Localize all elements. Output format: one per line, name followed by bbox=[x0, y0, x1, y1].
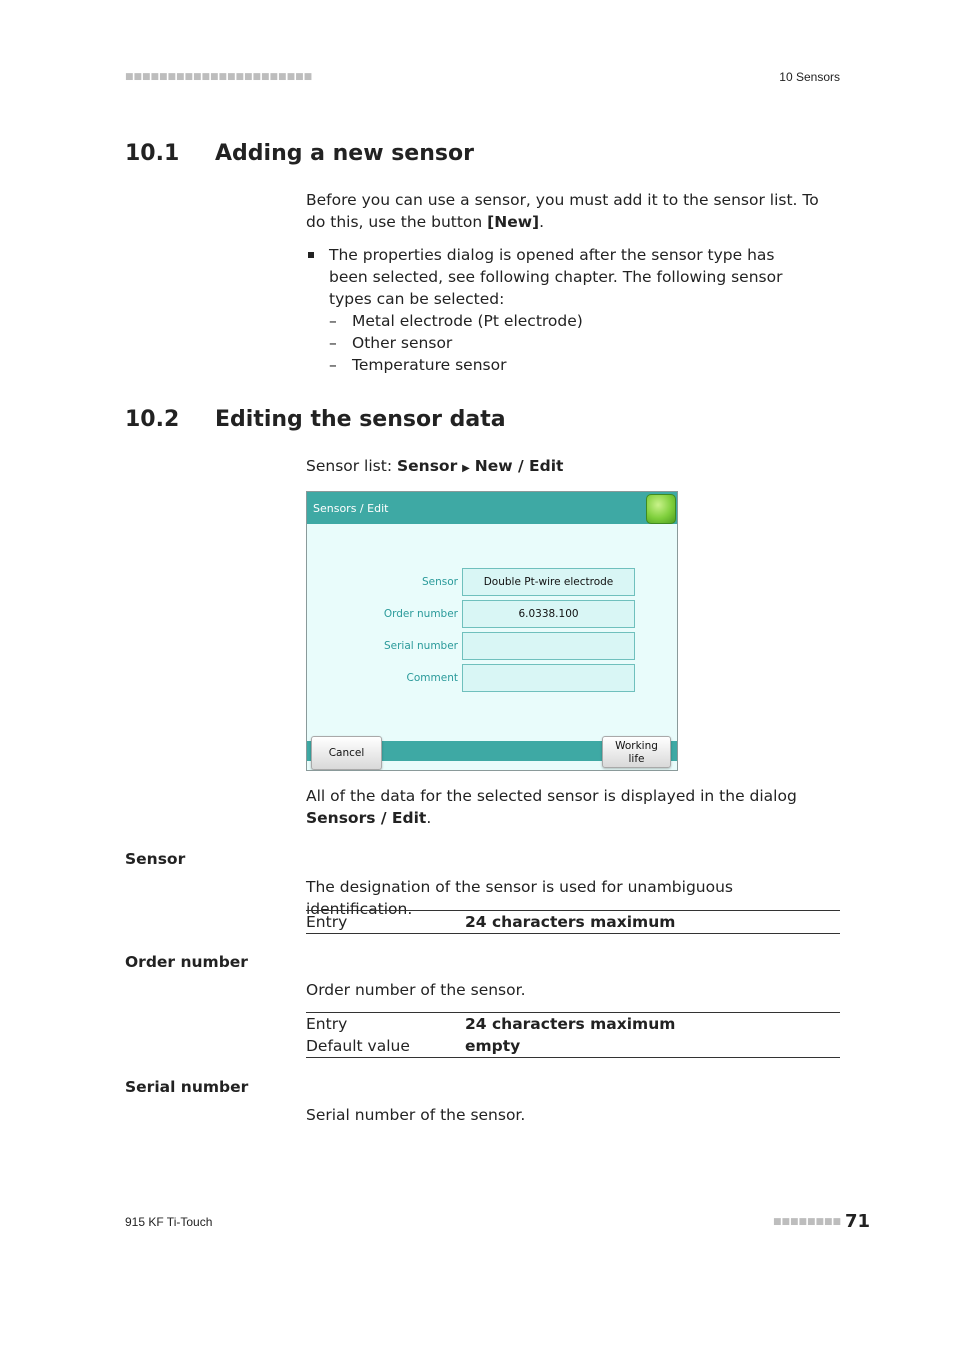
menu-path-arrow-icon: ▶ bbox=[462, 463, 470, 474]
comment-label: Comment bbox=[406, 672, 458, 684]
caption-text: All of the data for the selected sensor is displayed in the dialog bbox=[306, 787, 797, 805]
sensor-type-item: – Metal electrode (Pt electrode) bbox=[306, 310, 806, 332]
device-screenshot bbox=[306, 491, 678, 771]
page-number: 71 bbox=[845, 1211, 871, 1232]
section-title: Adding a new sensor bbox=[215, 141, 474, 166]
property-row bbox=[306, 1013, 840, 1035]
bullet-list bbox=[306, 244, 806, 310]
footer-decoration: ■■■■■■■■ bbox=[773, 1217, 842, 1227]
working-life-label: life bbox=[628, 753, 645, 765]
header-decoration: ■■■■■■■■■■■■■■■■■■■■■■ bbox=[125, 72, 313, 82]
order-number-label: Order number bbox=[383, 608, 458, 620]
sensor-label: Sensor bbox=[422, 576, 458, 588]
property-key: Entry bbox=[306, 913, 348, 931]
menu-path bbox=[306, 455, 563, 480]
dialog-title: Sensors / Edit bbox=[313, 502, 389, 515]
property-table bbox=[306, 910, 840, 934]
working-life-button[interactable] bbox=[602, 736, 671, 768]
property-value: empty bbox=[465, 1037, 521, 1055]
sensor-types-list bbox=[306, 310, 806, 376]
sensor-types-block bbox=[306, 244, 806, 376]
param-heading-order-number: Order number bbox=[125, 953, 248, 971]
section-heading-10-1 bbox=[125, 141, 474, 166]
property-key: Default value bbox=[306, 1037, 410, 1055]
param-heading-serial-number: Serial number bbox=[125, 1078, 249, 1096]
caption-dialog-name: Sensors / Edit bbox=[306, 809, 427, 827]
new-button-reference: [New] bbox=[487, 213, 540, 231]
caption-text-end: . bbox=[426, 809, 432, 827]
dialog-caption bbox=[306, 785, 840, 829]
param-description: Serial number of the sensor. bbox=[306, 1106, 526, 1124]
working-life-label: Working bbox=[615, 740, 658, 752]
property-value: 24 characters maximum bbox=[465, 1015, 676, 1033]
serial-number-field[interactable] bbox=[462, 632, 635, 660]
dialog-titlebar bbox=[307, 492, 677, 524]
intro-paragraph bbox=[306, 189, 840, 233]
section-number: 10.2 bbox=[125, 407, 180, 432]
param-heading-sensor: Sensor bbox=[125, 850, 186, 868]
home-orb-icon[interactable] bbox=[646, 494, 676, 524]
section-number: 10.1 bbox=[125, 141, 180, 166]
comment-field[interactable] bbox=[462, 664, 635, 692]
property-table bbox=[306, 1012, 840, 1058]
serial-number-label: Serial number bbox=[383, 640, 458, 652]
param-description: Order number of the sensor. bbox=[306, 981, 526, 999]
menu-path-item: Sensor bbox=[396, 457, 458, 475]
sensor-type-item: – Temperature sensor bbox=[306, 354, 806, 376]
bullet-item: The properties dialog is opened after the sensor type has been selected, see following chapter. The following sensor types can be selected: bbox=[306, 244, 806, 310]
menu-path-prefix: Sensor list: bbox=[306, 457, 397, 475]
intro-text-end: . bbox=[539, 213, 545, 231]
param-description: The designation of the sensor is used for unambiguous identification. bbox=[306, 878, 733, 918]
chapter-title: 10 Sensors bbox=[779, 70, 840, 84]
property-key: Entry bbox=[306, 1015, 348, 1033]
sensor-type-item: – Other sensor bbox=[306, 332, 806, 354]
sensor-field[interactable]: Double Pt-wire electrode bbox=[462, 568, 635, 596]
cancel-button[interactable]: Cancel bbox=[311, 736, 382, 770]
order-number-field[interactable]: 6.0338.100 bbox=[462, 600, 635, 628]
intro-text: Before you can use a sensor, you must add it to the sensor list. To do this, use the button bbox=[306, 191, 819, 231]
menu-path-item: New / Edit bbox=[474, 457, 564, 475]
property-row bbox=[306, 1035, 840, 1057]
section-heading-10-2 bbox=[125, 407, 506, 432]
section-title: Editing the sensor data bbox=[215, 407, 506, 432]
property-row bbox=[306, 911, 840, 933]
footer-product: 915 KF Ti-Touch bbox=[125, 1215, 213, 1229]
property-value: 24 characters maximum bbox=[465, 913, 676, 931]
